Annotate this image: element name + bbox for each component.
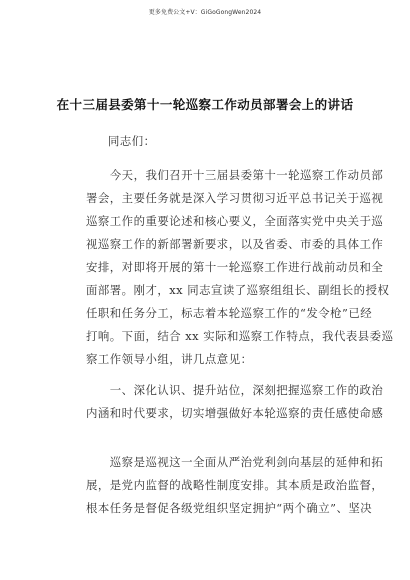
section-heading-line: 一、深化认识、提升站位，深刻把握巡察工作的政治	[86, 383, 384, 397]
paragraph-line: 今天，我们召开十三届县委第十一轮巡察工作动员部	[86, 168, 384, 182]
paragraph-line: 视巡察工作的新部署新要求，以及省委、市委的具体工作	[86, 237, 384, 251]
paragraph-line: 根本任务是督促各级党组织坚定拥护“两个确立”、坚决	[86, 501, 373, 515]
paragraph-line: 安排，对即将开展的第十一轮巡察工作进行战前动员和全	[86, 260, 384, 274]
paragraph-line: 察工作领导小组，讲几点意见：	[86, 352, 253, 366]
paragraph-line: 展，是党内监督的战略性制度安排。其本质是政治监督，	[86, 478, 384, 492]
section-heading-1	[86, 379, 384, 425]
paragraph-line: 打响。下面，结合 xx 实际和巡察工作特点，我代表县委巡	[86, 329, 394, 343]
salutation-text: 同志们：	[108, 134, 156, 148]
header-note: 更多免费公文+V：GiGoGongWen2024	[148, 9, 262, 16]
salutation	[86, 130, 332, 153]
paragraph-section1	[86, 451, 384, 520]
document-title: 在十三届县委第十一轮巡察工作动员部署会上的讲话	[56, 97, 354, 112]
paragraph-line: 面部署。刚才，xx 同志宣读了巡察组组长、副组长的授权	[86, 283, 390, 297]
section-heading-line: 内涵和时代要求，切实增强做好本轮巡察的责任感使命感	[86, 406, 384, 420]
paragraph-line: 署会，主要任务就是深入学习贯彻习近平总书记关于巡视	[86, 191, 384, 205]
paragraph-intro	[86, 164, 394, 371]
paragraph-line: 巡察是巡视这一全面从严治党利剑向基层的延伸和拓	[86, 455, 384, 469]
paragraph-line: 任职和任务分工，标志着本轮巡察工作的“发令枪”已经	[86, 306, 373, 320]
paragraph-line: 巡察工作的重要论述和核心要义，全面落实党中央关于巡	[86, 214, 384, 228]
